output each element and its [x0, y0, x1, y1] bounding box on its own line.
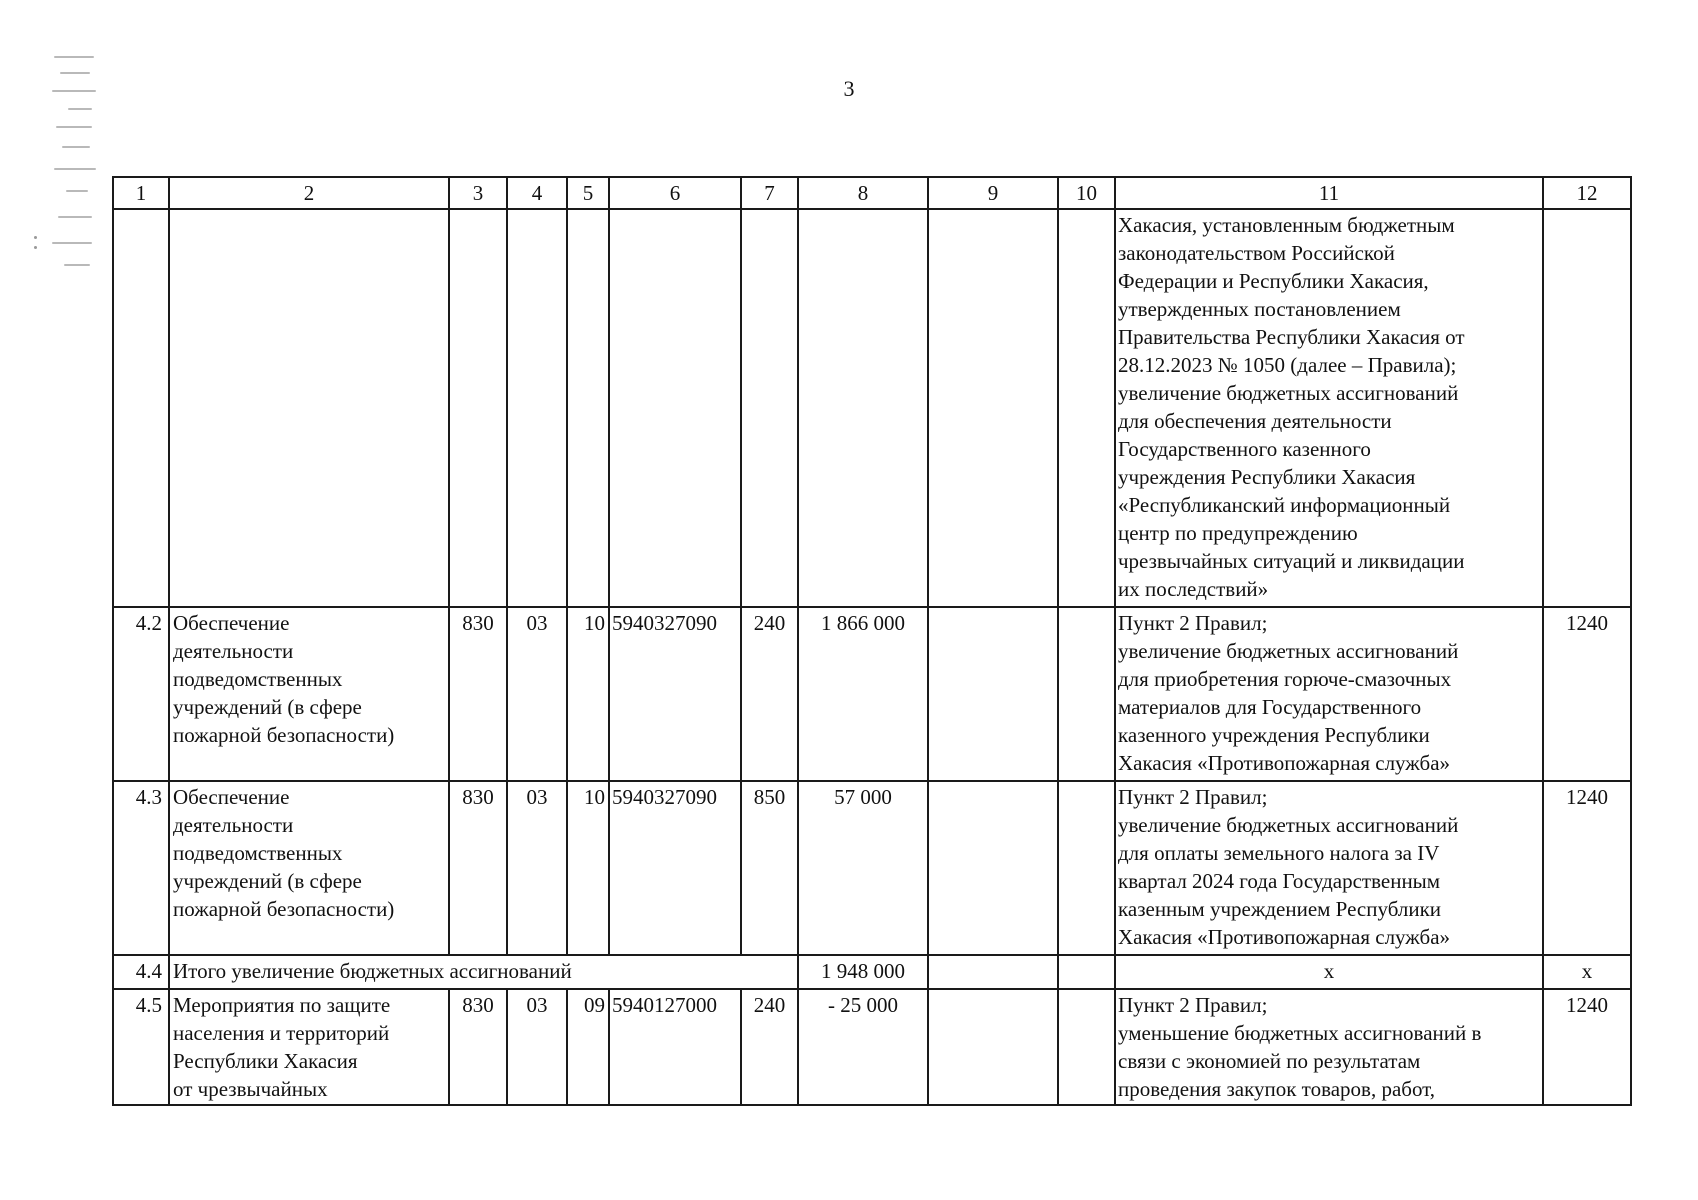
cell-basis: x [1115, 955, 1543, 989]
header-cell: 4 [507, 177, 567, 209]
row-name: Обеспечение деятельности подведомственных учреждений (в сфере пожарной безопасности) [169, 781, 449, 955]
cell-col7: 240 [741, 607, 798, 781]
scan-artifact [48, 50, 118, 280]
row-number: 4.5 [113, 989, 169, 1105]
cell-col4: 03 [507, 781, 567, 955]
table-row [113, 781, 1631, 955]
cell-col4 [507, 209, 567, 607]
table-row [113, 209, 1631, 607]
row-name: Мероприятия по защите населения и территорий Республики Хакасия от чрезвычайных [169, 989, 449, 1105]
budget-table [112, 176, 1632, 1106]
table-row [113, 607, 1631, 781]
cell-basis: Пункт 2 Правил; увеличение бюджетных ассигнований для оплаты земельного налога за IV квартал 2024 года Государственным казенным учреждением Республики Хакасия «Противопожарная служба» [1115, 781, 1543, 955]
table-header-row [113, 177, 1631, 209]
cell-col10 [1058, 989, 1115, 1105]
cell-col12: 1240 [1543, 781, 1631, 955]
page-number: 3 [843, 76, 855, 101]
row-number: 4.2 [113, 607, 169, 781]
cell-col9 [928, 607, 1058, 781]
cell-amount: 1 866 000 [798, 607, 928, 781]
header-cell: 9 [928, 177, 1058, 209]
cell-col9 [928, 209, 1058, 607]
header-cell: 11 [1115, 177, 1543, 209]
header-cell: 3 [449, 177, 507, 209]
cell-col5 [567, 209, 609, 607]
cell-col7: 850 [741, 781, 798, 955]
cell-col3: 830 [449, 989, 507, 1105]
row-name [169, 209, 449, 607]
table-row-total [113, 955, 1631, 989]
cell-col10 [1058, 955, 1115, 989]
header-cell: 8 [798, 177, 928, 209]
cell-col9 [928, 781, 1058, 955]
cell-col3 [449, 209, 507, 607]
row-number [113, 209, 169, 607]
header-cell: 1 [113, 177, 169, 209]
cell-col4: 03 [507, 607, 567, 781]
header-cell: 5 [567, 177, 609, 209]
cell-basis: Хакасия, установленным бюджетным законодательством Российской Федерации и Республики Хакасия, утвержденных постановлением Правительства Республики Хакасия от 28.12.2023 № 1050 (далее – Правила); увеличение бюджетных ассигнований для обеспечения деятельности Государственного казенного учреждения Республики Хакасия «Республиканский информационный центр по предупреждению чрезвычайных ситуаций и ликвидации их последствий» [1115, 209, 1543, 607]
cell-col12 [1543, 209, 1631, 607]
header-cell: 10 [1058, 177, 1115, 209]
cell-col12: 1240 [1543, 989, 1631, 1105]
cell-col6: 5940327090 [609, 607, 741, 781]
cell-col9 [928, 989, 1058, 1105]
cell-col7: 240 [741, 989, 798, 1105]
cell-col5: 09 [567, 989, 609, 1105]
cell-amount [798, 209, 928, 607]
cell-col5: 10 [567, 781, 609, 955]
cell-col9 [928, 955, 1058, 989]
cell-col10 [1058, 781, 1115, 955]
header-cell: 7 [741, 177, 798, 209]
row-name: Обеспечение деятельности подведомственных учреждений (в сфере пожарной безопасности) [169, 607, 449, 781]
cell-basis: Пункт 2 Правил; увеличение бюджетных ассигнований для приобретения горюче-смазочных материалов для Государственного казенного учреждения Республики Хакасия «Противопожарная служба» [1115, 607, 1543, 781]
header-cell: 12 [1543, 177, 1631, 209]
total-label: Итого увеличение бюджетных ассигнований [169, 955, 798, 989]
cell-col10 [1058, 209, 1115, 607]
cell-col7 [741, 209, 798, 607]
cell-col12: 1240 [1543, 607, 1631, 781]
cell-col4: 03 [507, 989, 567, 1105]
header-cell: 2 [169, 177, 449, 209]
row-number: 4.4 [113, 955, 169, 989]
cell-amount: - 25 000 [798, 989, 928, 1105]
row-number: 4.3 [113, 781, 169, 955]
cell-basis: Пункт 2 Правил; уменьшение бюджетных ассигнований в связи с экономией по результатам проведения закупок товаров, работ, [1115, 989, 1543, 1105]
cell-col6: 5940327090 [609, 781, 741, 955]
cell-amount: 57 000 [798, 781, 928, 955]
cell-col6: 5940127000 [609, 989, 741, 1105]
cell-col3: 830 [449, 781, 507, 955]
cell-col5: 10 [567, 607, 609, 781]
cell-col12: x [1543, 955, 1631, 989]
table-row [113, 989, 1631, 1105]
cell-amount: 1 948 000 [798, 955, 928, 989]
cell-col3: 830 [449, 607, 507, 781]
header-cell: 6 [609, 177, 741, 209]
cell-col6 [609, 209, 741, 607]
cell-col10 [1058, 607, 1115, 781]
